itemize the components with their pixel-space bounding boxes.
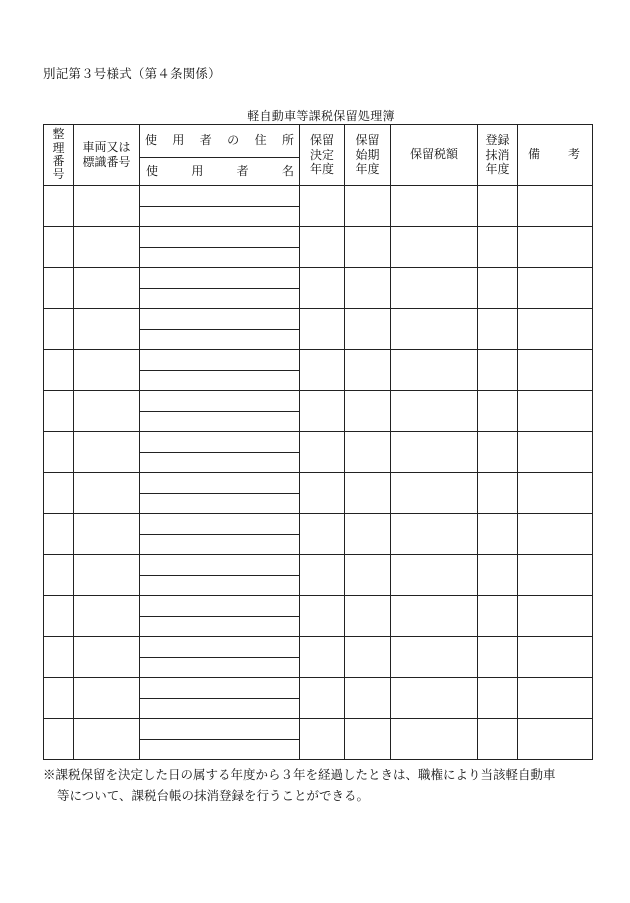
zeigaku-cell[interactable] (391, 391, 478, 432)
record-row (44, 678, 593, 699)
kettei-cell[interactable] (300, 555, 345, 596)
biko-cell[interactable] (518, 596, 593, 637)
masho-cell[interactable] (478, 678, 518, 719)
header-sharyo-bango: 車両又は標識番号 (74, 125, 140, 186)
sharyo-bango-cell[interactable] (74, 432, 140, 473)
record-row (44, 514, 593, 535)
address-cell[interactable] (140, 227, 300, 248)
record-row (44, 719, 593, 740)
shiki-cell[interactable] (345, 268, 391, 309)
masho-cell[interactable] (478, 268, 518, 309)
record-row (44, 391, 593, 412)
shiki-cell[interactable] (345, 391, 391, 432)
seiri-bango-cell[interactable] (44, 555, 74, 596)
address-cell[interactable] (140, 637, 300, 658)
biko-cell[interactable] (518, 268, 593, 309)
zeigaku-cell[interactable] (391, 473, 478, 514)
header-hoten-shiki: 保留始期年度 (345, 125, 391, 186)
address-cell[interactable] (140, 514, 300, 535)
zeigaku-cell[interactable] (391, 350, 478, 391)
biko-cell[interactable] (518, 637, 593, 678)
sharyo-bango-cell[interactable] (74, 719, 140, 760)
header-user-name (140, 158, 300, 186)
kettei-cell[interactable] (300, 268, 345, 309)
sharyo-bango-cell[interactable] (74, 514, 140, 555)
masho-cell[interactable] (478, 186, 518, 227)
zeigaku-cell[interactable] (391, 227, 478, 268)
biko-cell[interactable] (518, 719, 593, 760)
sharyo-bango-cell[interactable] (74, 637, 140, 678)
record-row (44, 596, 593, 617)
shiki-cell[interactable] (345, 555, 391, 596)
seiri-bango-cell[interactable] (44, 473, 74, 514)
form-reference: 別記第３号様式（第４条関係） (43, 66, 221, 81)
sharyo-bango-cell[interactable] (74, 309, 140, 350)
zeigaku-cell[interactable] (391, 309, 478, 350)
seiri-bango-cell[interactable] (44, 227, 74, 268)
sharyo-bango-cell[interactable] (74, 350, 140, 391)
address-cell[interactable] (140, 596, 300, 617)
zeigaku-cell[interactable] (391, 432, 478, 473)
address-cell[interactable] (140, 268, 300, 289)
kettei-cell[interactable] (300, 309, 345, 350)
biko-cell[interactable] (518, 391, 593, 432)
user-name-cell[interactable] (140, 616, 300, 637)
kettei-cell[interactable] (300, 678, 345, 719)
masho-cell[interactable] (478, 719, 518, 760)
sharyo-bango-cell[interactable] (74, 391, 140, 432)
record-row (44, 637, 593, 658)
seiri-bango-cell[interactable] (44, 637, 74, 678)
address-cell[interactable] (140, 555, 300, 576)
shiki-cell[interactable] (345, 350, 391, 391)
biko-cell[interactable] (518, 514, 593, 555)
shiki-cell[interactable] (345, 473, 391, 514)
header-biko (518, 125, 593, 186)
user-name-cell[interactable] (140, 534, 300, 555)
sharyo-bango-cell[interactable] (74, 596, 140, 637)
seiri-bango-cell[interactable] (44, 514, 74, 555)
biko-cell[interactable] (518, 473, 593, 514)
header-hoten-zeigaku: 保留税額 (391, 125, 478, 186)
header-toroku-masho: 登録抹消年度 (478, 125, 518, 186)
shiki-cell[interactable] (345, 186, 391, 227)
user-name-cell[interactable] (140, 657, 300, 678)
user-name-cell[interactable] (140, 575, 300, 596)
record-row (44, 227, 593, 248)
seiri-bango-cell[interactable] (44, 268, 74, 309)
footnote-line-2: 等について、課税台帳の抹消登録を行うことができる。 (57, 788, 370, 803)
user-name-cell[interactable] (140, 411, 300, 432)
masho-cell[interactable] (478, 473, 518, 514)
address-cell[interactable] (140, 186, 300, 207)
header-biko-text: 備 考 (528, 147, 580, 162)
sharyo-bango-cell[interactable] (74, 678, 140, 719)
address-cell[interactable] (140, 309, 300, 330)
seiri-bango-cell[interactable] (44, 309, 74, 350)
masho-cell[interactable] (478, 514, 518, 555)
shiki-cell[interactable] (345, 719, 391, 760)
footnote-line-1: ※課税保留を決定した日の属する年度から３年を経過したときは、職権により当該軽自動車 (43, 767, 556, 782)
seiri-bango-cell[interactable] (44, 391, 74, 432)
shiki-cell[interactable] (345, 596, 391, 637)
record-row (44, 555, 593, 576)
biko-cell[interactable] (518, 227, 593, 268)
masho-cell[interactable] (478, 227, 518, 268)
record-row (44, 473, 593, 494)
zeigaku-cell[interactable] (391, 186, 478, 227)
zeigaku-cell[interactable] (391, 596, 478, 637)
user-name-cell[interactable] (140, 206, 300, 227)
sharyo-bango-cell[interactable] (74, 227, 140, 268)
user-name-cell[interactable] (140, 329, 300, 350)
document-title: 軽自動車等課税保留処理簿 (247, 109, 395, 123)
seiri-bango-cell[interactable] (44, 432, 74, 473)
masho-cell[interactable] (478, 432, 518, 473)
kettei-cell[interactable] (300, 227, 345, 268)
header-row-1 (44, 125, 593, 158)
sharyo-bango-cell[interactable] (74, 473, 140, 514)
header-hoten-kettei: 保留決定年度 (300, 125, 345, 186)
address-cell[interactable] (140, 391, 300, 412)
address-cell[interactable] (140, 678, 300, 699)
zeigaku-cell[interactable] (391, 555, 478, 596)
user-name-cell[interactable] (140, 370, 300, 391)
shiki-cell[interactable] (345, 227, 391, 268)
seiri-bango-cell[interactable] (44, 719, 74, 760)
seiri-bango-cell[interactable] (44, 596, 74, 637)
record-row (44, 186, 593, 207)
shiki-cell[interactable] (345, 678, 391, 719)
masho-cell[interactable] (478, 596, 518, 637)
biko-cell[interactable] (518, 309, 593, 350)
address-cell[interactable] (140, 473, 300, 494)
record-row (44, 432, 593, 453)
biko-cell[interactable] (518, 350, 593, 391)
address-cell[interactable] (140, 432, 300, 453)
user-name-cell[interactable] (140, 739, 300, 760)
seiri-bango-cell[interactable] (44, 186, 74, 227)
register-table (43, 124, 593, 760)
zeigaku-cell[interactable] (391, 268, 478, 309)
sharyo-bango-cell[interactable] (74, 268, 140, 309)
biko-cell[interactable] (518, 186, 593, 227)
sharyo-bango-cell[interactable] (74, 555, 140, 596)
user-name-cell[interactable] (140, 493, 300, 514)
biko-cell[interactable] (518, 432, 593, 473)
record-row (44, 268, 593, 289)
header-user-address-text: 使 用 者 の 住 所 (145, 133, 294, 148)
address-cell[interactable] (140, 350, 300, 371)
kettei-cell[interactable] (300, 391, 345, 432)
kettei-cell[interactable] (300, 350, 345, 391)
user-name-cell[interactable] (140, 452, 300, 473)
masho-cell[interactable] (478, 391, 518, 432)
masho-cell[interactable] (478, 637, 518, 678)
user-name-cell[interactable] (140, 698, 300, 719)
zeigaku-cell[interactable] (391, 514, 478, 555)
kettei-cell[interactable] (300, 514, 345, 555)
shiki-cell[interactable] (345, 432, 391, 473)
user-name-cell[interactable] (140, 288, 300, 309)
address-cell[interactable] (140, 719, 300, 740)
kettei-cell[interactable] (300, 473, 345, 514)
shiki-cell[interactable] (345, 309, 391, 350)
kettei-cell[interactable] (300, 719, 345, 760)
biko-cell[interactable] (518, 678, 593, 719)
shiki-cell[interactable] (345, 514, 391, 555)
header-user-name-text: 使 用 者 名 (146, 163, 294, 178)
seiri-bango-cell[interactable] (44, 678, 74, 719)
zeigaku-cell[interactable] (391, 719, 478, 760)
masho-cell[interactable] (478, 350, 518, 391)
kettei-cell[interactable] (300, 596, 345, 637)
shiki-cell[interactable] (345, 637, 391, 678)
kettei-cell[interactable] (300, 432, 345, 473)
biko-cell[interactable] (518, 555, 593, 596)
user-name-cell[interactable] (140, 247, 300, 268)
zeigaku-cell[interactable] (391, 637, 478, 678)
seiri-bango-cell[interactable] (44, 350, 74, 391)
kettei-cell[interactable] (300, 186, 345, 227)
header-user-address (140, 125, 300, 158)
zeigaku-cell[interactable] (391, 678, 478, 719)
masho-cell[interactable] (478, 309, 518, 350)
record-row (44, 350, 593, 371)
record-row (44, 309, 593, 330)
masho-cell[interactable] (478, 555, 518, 596)
header-seiri-bango: 整理番号 (44, 125, 74, 186)
kettei-cell[interactable] (300, 637, 345, 678)
sharyo-bango-cell[interactable] (74, 186, 140, 227)
footnote (43, 764, 603, 806)
